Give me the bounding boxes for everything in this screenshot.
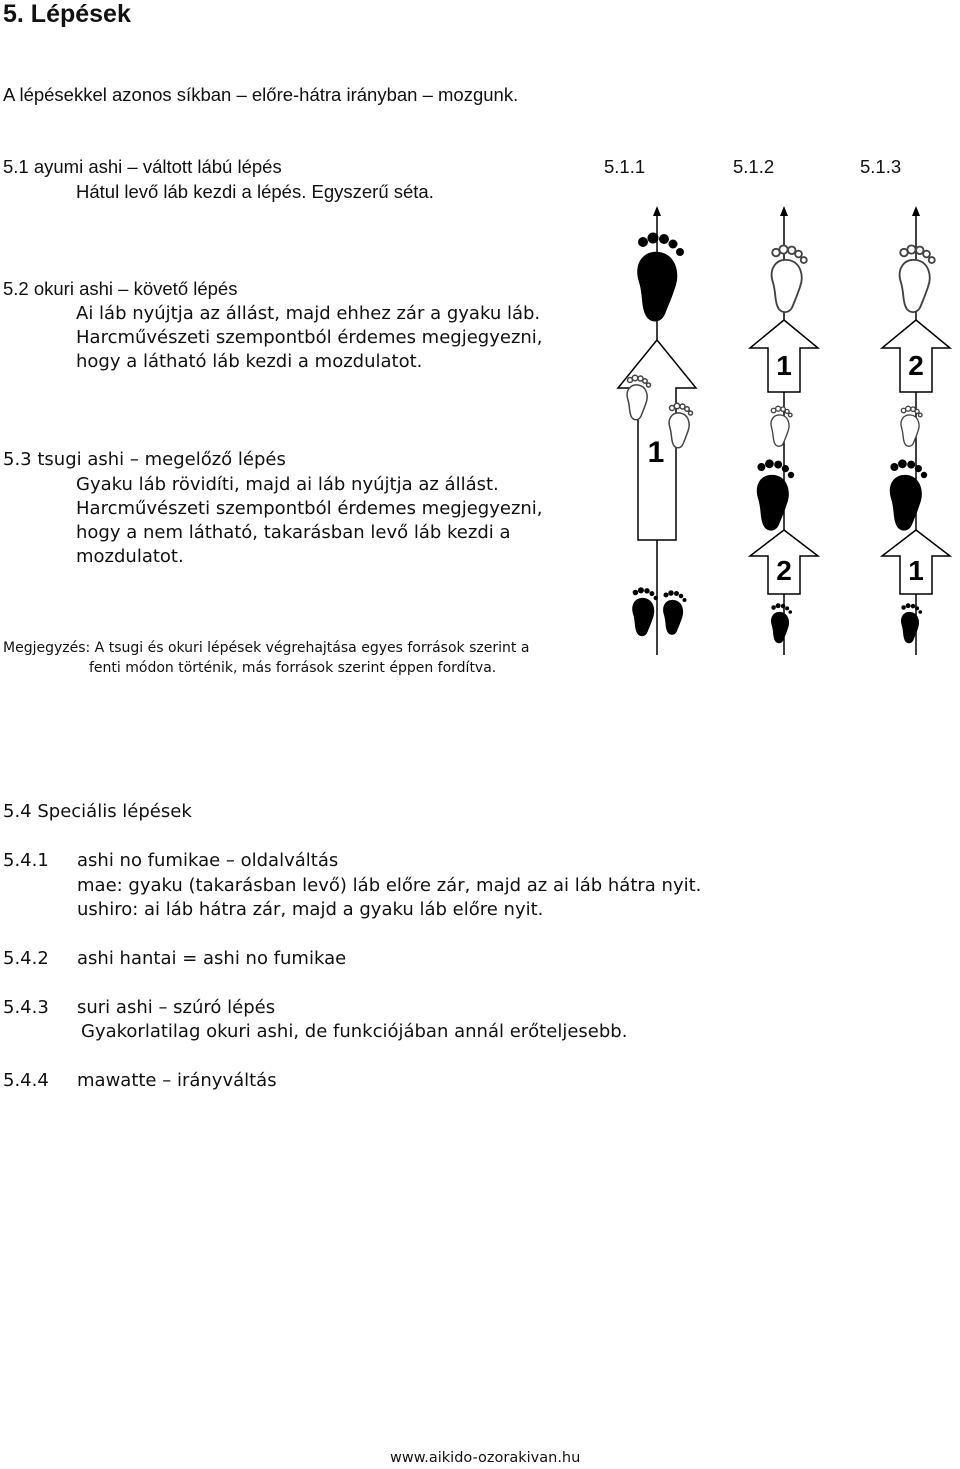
intro-text: A lépésekkel azonos síkban – előre-hátra irányban – mozgunk.: [3, 84, 519, 105]
item-5-4-1-line: mae: gyaku (takarásban levő) láb előre zár, majd az ai láb hátra nyit.: [77, 875, 702, 896]
note-line-1: Megjegyzés: A tsugi és okuri lépések végrehajtása egyes források szerint a: [3, 640, 530, 656]
footprint-icon: [901, 603, 922, 643]
item-5-4-1-num: 5.4.1: [3, 850, 49, 871]
footprint-icon: [901, 406, 922, 446]
arrow-number: 1: [776, 350, 792, 381]
section-5-1-desc: Hátul levő láb kezdi a lépés. Egyszerű séta.: [76, 181, 434, 202]
footer-url: www.aikido-ozorakivan.hu: [390, 1450, 581, 1466]
arrow-number: 2: [776, 555, 792, 586]
section-5-3-line: mozdulatot.: [76, 546, 184, 567]
figure-label-5-1-2: 5.1.2: [733, 156, 775, 177]
item-5-4-3-title: suri ashi – szúró lépés: [77, 997, 276, 1018]
item-5-4-1-line: ushiro: ai láb hátra zár, majd a gyaku láb előre nyit.: [77, 899, 544, 920]
section-5-3-line: Harcművészeti szempontból érdemes megjegyezni,: [76, 498, 543, 519]
footprint-icon: [757, 459, 794, 530]
item-5-4-4-num: 5.4.4: [3, 1070, 49, 1091]
note-line-2: fenti módon történik, más források szerint éppen fordítva.: [89, 660, 497, 676]
column-5-1-1: [618, 206, 696, 655]
item-5-4-1-title: ashi no fumikae – oldalváltás: [77, 850, 339, 871]
column-5-1-2: [750, 206, 818, 655]
item-5-4-2-num: 5.4.2: [3, 948, 49, 969]
footprint-icon: [900, 245, 935, 312]
figure-label-5-1-1: 5.1.1: [604, 156, 646, 177]
figure-label-5-1-3: 5.1.3: [860, 156, 902, 177]
footprint-icon: [771, 406, 792, 446]
arrow-icon: [912, 206, 920, 216]
footprint-icon: [772, 245, 807, 312]
item-5-4-4-title: mawatte – irányváltás: [77, 1070, 277, 1091]
footprint-icon: [669, 403, 692, 448]
column-5-1-3: [882, 206, 950, 655]
section-5-2-line: hogy a látható láb kezdi a mozdulatot.: [76, 351, 423, 372]
arrow-number: 1: [647, 436, 665, 469]
page-title: 5. Lépések: [3, 0, 131, 28]
footprint-icon: [771, 603, 792, 643]
section-5-4-title: 5.4 Speciális lépések: [3, 801, 192, 822]
arrow-icon: [780, 206, 788, 216]
item-5-4-3-num: 5.4.3: [3, 997, 49, 1018]
arrow-number: 2: [908, 350, 924, 381]
section-5-3-line: Gyaku láb rövidíti, majd ai láb nyújtja az állást.: [76, 474, 499, 495]
footprint-icon: [890, 459, 927, 530]
footprint-icon: [637, 233, 684, 322]
section-5-3-line: hogy a nem látható, takarásban levő láb kezdi a: [76, 522, 511, 543]
arrow-icon: [653, 206, 661, 216]
item-5-4-2-title: ashi hantai = ashi no fumikae: [77, 948, 347, 969]
section-5-2-line: Harcművészeti szempontból érdemes megjegyezni,: [76, 327, 543, 348]
item-5-4-3-line: Gyakorlatilag okuri ashi, de funkciójában annál erőteljesebb.: [81, 1021, 628, 1042]
footprint-icon: [663, 590, 686, 635]
section-5-2-line: Ai láb nyújtja az állást, majd ehhez zár a gyaku láb.: [76, 303, 541, 324]
section-5-3-title: 5.3 tsugi ashi – megelőző lépés: [3, 449, 286, 470]
footstep-figure: [600, 195, 960, 665]
footprint-icon: [632, 587, 658, 636]
arrow-number: 1: [908, 555, 924, 586]
section-5-1-title: 5.1 ayumi ashi – váltott lábú lépés: [3, 156, 282, 177]
section-5-2-title: 5.2 okuri ashi – követő lépés: [3, 278, 238, 299]
